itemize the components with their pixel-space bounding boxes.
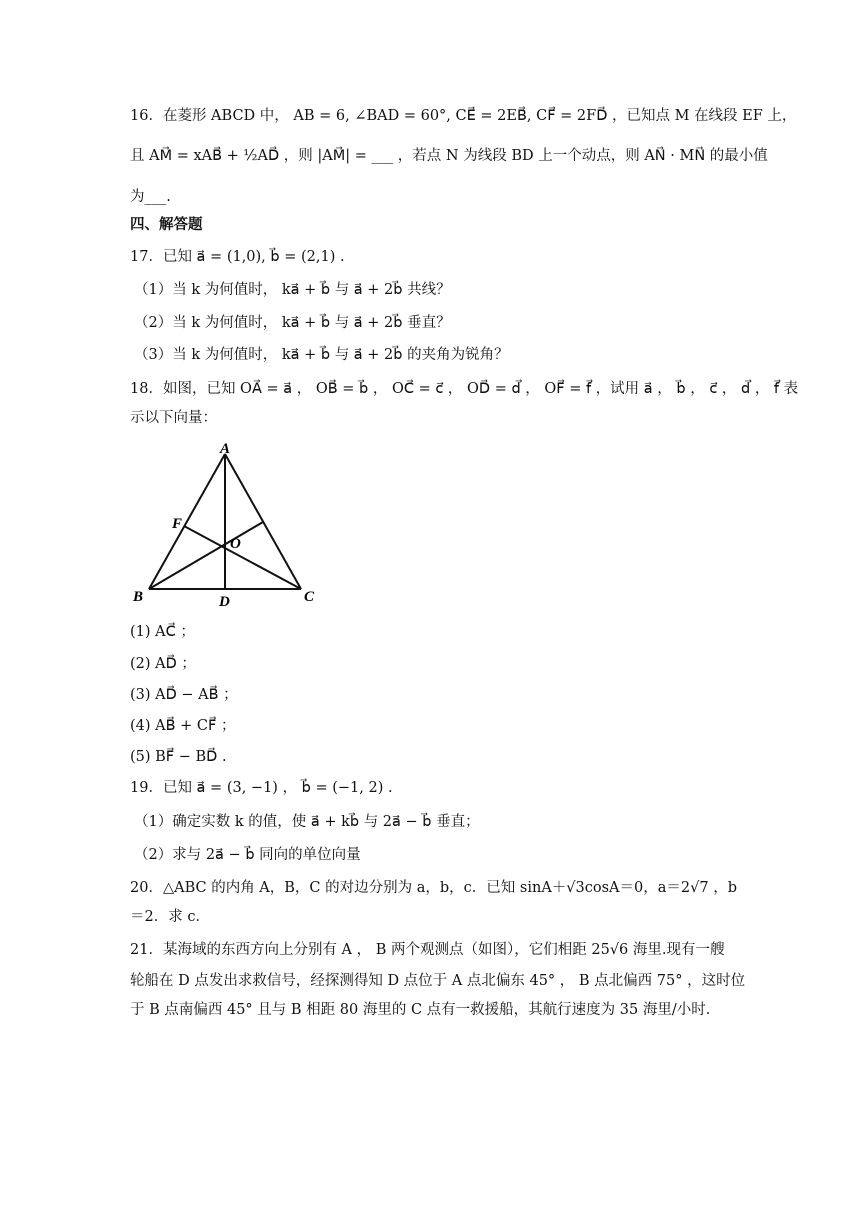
problem-17-part-1: （1）当 k 为何值时， ka⃗ + b⃗ 与 a⃗ + 2b⃗ 共线？ [134,282,451,298]
label-B: B [133,589,144,605]
problem-18-part-2: (2) AD⃗ ； [130,656,196,672]
problem-21-line-1: 21．某海域的东西方向上分别有 A ， B 两个观测点（如图），它们相距 25√6 海里.现有一艘 [130,942,725,958]
problem-17-stem: 17．已知 a⃗ = (1,0), b⃗ = (2,1) . [130,249,345,265]
problem-17-part-2: （2）当 k 为何值时， ka⃗ + b⃗ 与 a⃗ + 2b⃗ 垂直？ [134,315,451,331]
problem-17-part-3: （3）当 k 为何值时， ka⃗ + b⃗ 与 a⃗ + 2b⃗ 的夹角为锐角？ [134,347,509,363]
problem-18-part-3: (3) AD⃗ − AB⃗ ； [130,687,238,703]
segment-BE [149,522,263,589]
problem-20-line-2: ＝2．求 c． [130,909,210,925]
label-O: O [230,536,241,552]
triangle-figure [128,436,328,616]
problem-21-line-2: 轮船在 D 点发出求救信号，经探测得知 D 点位于 A 点北偏东 45° ， B 点北偏西 75° ，这时位 [130,973,746,989]
problem-19-part-1: （1）确定实数 k 的值，使 a⃗ + kb⃗ 与 2a⃗ − b⃗ 垂直； [134,814,480,830]
label-D: D [219,594,230,610]
problem-16-line-3: 为___. [130,189,171,205]
problem-18-line-2: 示以下向量： [130,410,217,426]
problem-18-part-1: (1) AC⃗ ； [130,624,195,640]
label-F: F [172,516,183,532]
problem-19-part-2: （2）求与 2a⃗ − b⃗ 同向的单位向量 [134,847,361,863]
problem-18-part-5: (5) BF⃗ − BD⃗ . [130,749,227,765]
problem-18-line-1: 18．如图，已知 OA⃗ = a⃗ ， OB⃗ = b⃗ ， OC⃗ = c⃗ ， OD⃗ = d⃗ ， OF⃗ = f⃗ ，试用 a⃗ ， b⃗ ， c⃗ ， d⃗ ， f⃗ 表 [130,381,799,397]
problem-16-line-1: 16．在菱形 ABCD 中， AB = 6, ∠BAD = 60°, CE⃗ = 2EB⃗, CF⃗ = 2FD⃗ ，已知点 M 在线段 EF 上， [130,108,797,124]
problem-19-stem: 19．已知 a⃗ = (3, −1) ， b⃗ = (−1, 2) . [130,780,393,796]
problem-18-part-4: (4) AB⃗ + CF⃗ ； [130,718,236,734]
problem-16-line-2: 且 AM⃗ = xAB⃗ + ½AD⃗ ，则 |AM⃗| = ___ ，若点 N 为线段 BD 上一个动点，则 AN⃗ · MN⃗ 的最小值 [130,148,768,164]
problem-20-line-1: 20．△ABC 的内角 A，B，C 的对边分别为 a，b，c．已知 sinA＋√3cosA＝0，a＝2√7 ，b [130,880,737,896]
label-C: C [304,589,315,605]
label-A: A [220,441,231,457]
section-heading: 四、解答题 [130,217,203,233]
problem-21-line-3: 于 B 点南偏西 45° 且与 B 相距 80 海里的 C 点有一救援船，其航行速度为 35 海里/小时. [130,1002,711,1018]
segment-AB [149,454,225,589]
